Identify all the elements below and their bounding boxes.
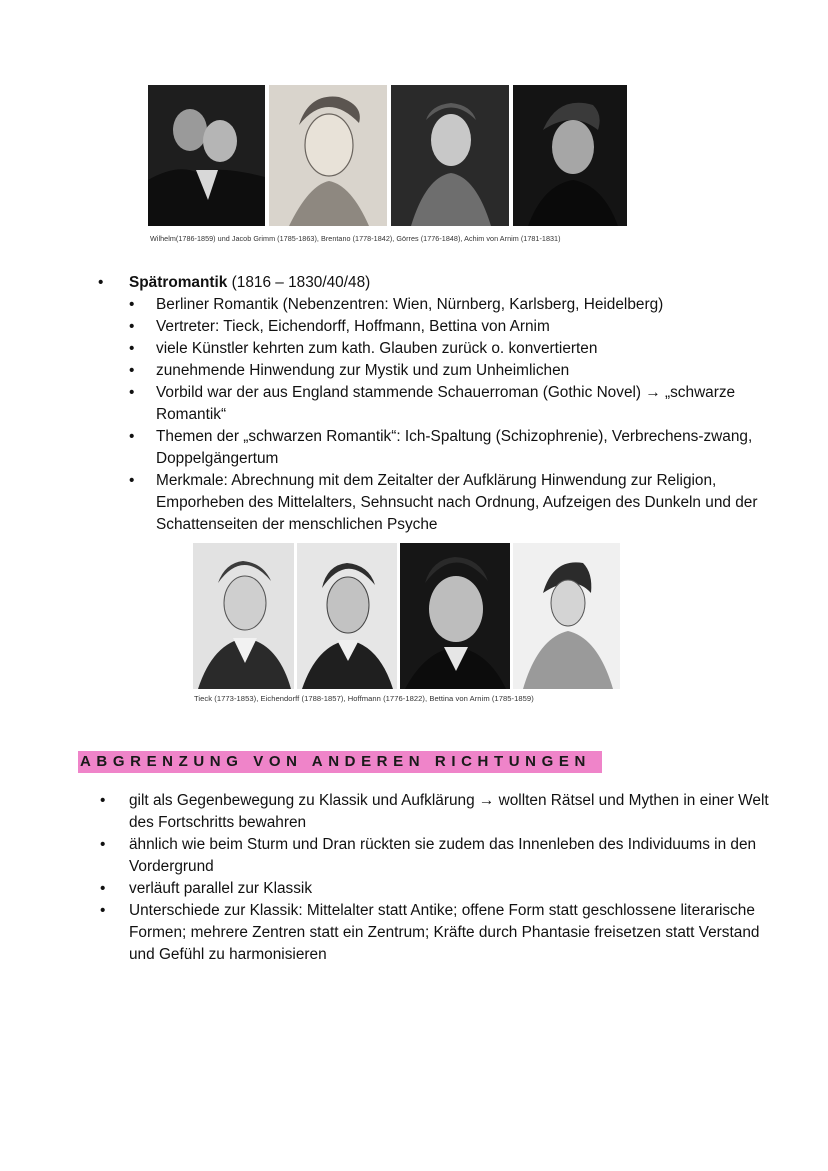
list-item: • Unterschiede zur Klassik: Mittelalter statt Antike; offene Form statt geschlossene literarische Formen; mehrere Zentren statt ein Zentrum; Kräfte durch Phantasie freisetzen statt Verstand und Gefühl zu harmonisieren — [100, 900, 780, 966]
spaetromantik-list — [98, 272, 778, 536]
list-item: • gilt als Gegenbewegung zu Klassik und Aufklärung → wollten Rätsel und Mythen in einer Welt des Fortschritts bewahren — [100, 790, 780, 834]
spaetromantik-period: (1816 – 1830/40/48) — [227, 274, 371, 291]
top-portrait-caption: Wilhelm(1786-1859) und Jacob Grimm (1785-1863), Brentano (1778-1842), Görres (1776-1848), Achim von Arnim (1781-1831) — [150, 234, 561, 243]
mid-portrait-strip — [193, 543, 620, 689]
list-item: • zunehmende Hinwendung zur Mystik und zum Unheimlichen — [129, 360, 778, 382]
spaetromantik-sub-list — [129, 294, 778, 536]
abgrenzung-heading: ABGRENZUNG VON ANDEREN RICHTUNGEN — [78, 751, 602, 773]
spaetromantik-item — [98, 272, 778, 536]
list-item: • Berliner Romantik (Nebenzentren: Wien, Nürnberg, Karlsberg, Heidelberg) — [129, 294, 778, 316]
portrait-eichendorff — [297, 543, 397, 689]
portrait-goerres — [391, 85, 509, 226]
spaetromantik-title: Spätromantik — [129, 274, 228, 291]
top-portrait-strip — [148, 85, 627, 226]
portrait-brentano — [269, 85, 387, 226]
list-item: • ähnlich wie beim Sturm und Dran rückten sie zudem das Innenleben des Individuums in den Vordergrund — [100, 834, 780, 878]
portrait-achim-von-arnim — [513, 85, 627, 226]
portrait-hoffmann — [400, 543, 510, 689]
portrait-brothers-grimm — [148, 85, 265, 226]
list-item: • Vorbild war der aus England stammende Schauerroman (Gothic Novel) → „schwarze Romantik“ — [129, 382, 778, 426]
portrait-bettina-von-arnim — [513, 543, 620, 689]
list-item: • Themen der „schwarzen Romantik“: Ich-Spaltung (Schizophrenie), Verbrechens-zwang, Doppelgängertum — [129, 426, 778, 470]
abgrenzung-list — [100, 790, 780, 966]
list-item: • Merkmale: Abrechnung mit dem Zeitalter der Aufklärung Hinwendung zur Religion, Emporheben des Mittelalters, Sehnsucht nach Ordnung, Aufzeigen des Dunkeln und der Schattenseiten der menschlichen Psyche — [129, 470, 778, 536]
list-item: • verläuft parallel zur Klassik — [100, 878, 780, 900]
mid-portrait-caption: Tieck (1773-1853), Eichendorff (1788-1857), Hoffmann (1776-1822), Bettina von Arnim (1785-1859) — [194, 694, 534, 703]
portrait-tieck — [193, 543, 294, 689]
list-item: • Vertreter: Tieck, Eichendorff, Hoffmann, Bettina von Arnim — [129, 316, 778, 338]
list-item: • viele Künstler kehrten zum kath. Glauben zurück o. konvertierten — [129, 338, 778, 360]
